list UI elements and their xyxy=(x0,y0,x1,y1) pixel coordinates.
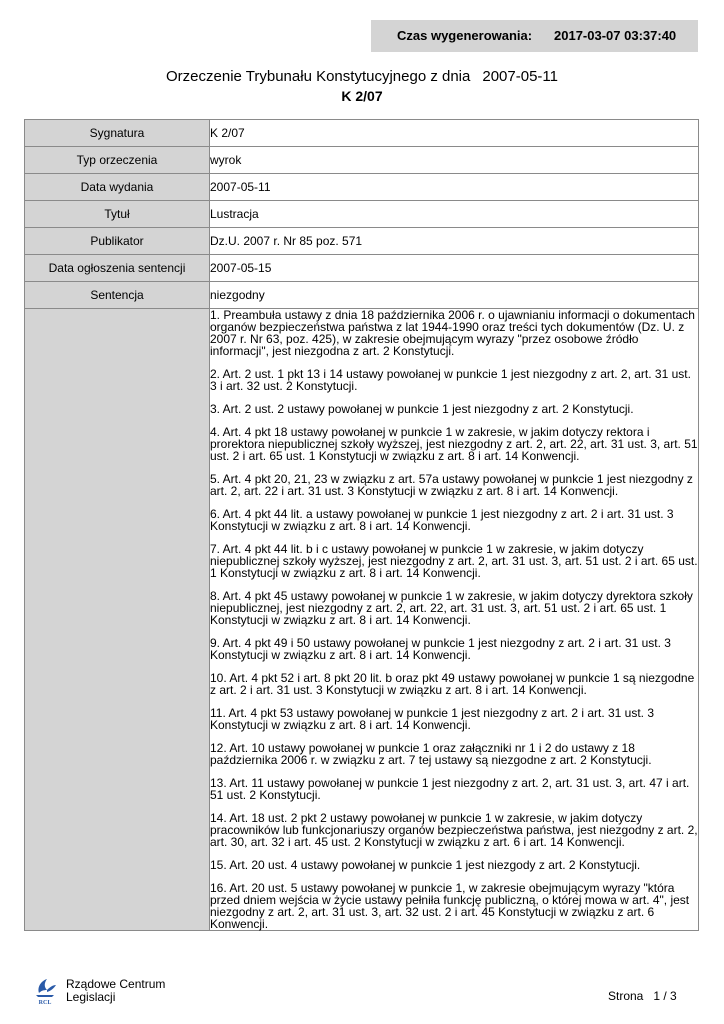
sentencja-paragraph: 8. Art. 4 pkt 45 ustawy powołanej w punkcie 1 w zakresie, w jakim dotyczy dyrektora szkoły niepublicznej, jest niezgodny z art. 2, art. 22, art. 31 ust. 3, art. 51 ust. 2 i art. 65 ust. 1 Konstytucji w związku z art. 8 i art. 14 Konwencji. xyxy=(210,589,693,627)
sentencja-paragraph: 1. Preambuła ustawy z dnia 18 października 2006 r. o ujawnianiu informacji o dokumentach organów bezpieczeństwa państwa z lat 1944-1990 oraz treści tych dokumentów (Dz. U. z 2007 r. Nr 63, poz. 425), w zakresie obejmującym wyrazy "przez osobowe źródło informacji", jest niezgodna z art. 2 Konstytucji. xyxy=(210,308,695,358)
meta-value: Lustracja xyxy=(210,201,699,228)
meta-row xyxy=(25,255,699,282)
document-title xyxy=(0,68,724,85)
meta-row xyxy=(25,201,699,228)
meta-label: Sentencja xyxy=(25,282,210,309)
document-title-date: 2007-05-11 xyxy=(482,68,558,85)
sentencja-paragraph: 11. Art. 4 pkt 53 ustawy powołanej w punkcie 1 jest niezgodny z art. 2 i art. 31 ust. 3 Konstytucji w związku z art. 8 i art. 14 Konwencji. xyxy=(210,706,655,732)
meta-label: Sygnatura xyxy=(25,120,210,147)
page-number: 1 / 3 xyxy=(653,989,677,1003)
meta-value: 2007-05-15 xyxy=(210,255,699,282)
generation-time-label: Czas wygenerowania: xyxy=(397,28,533,43)
meta-value: niezgodny xyxy=(210,282,699,309)
sentencja-paragraph: 9. Art. 4 pkt 49 i 50 ustawy powołanej w punkcie 1 jest niezgodny z art. 2 i art. 31 ust. 3 Konstytucji w związku z art. 8 i art. 14 Konwencji. xyxy=(210,636,671,662)
sentencja-paragraph: 2. Art. 2 ust. 1 pkt 13 i 14 ustawy powołanej w punkcie 1 jest niezgodny z art. 2, art. 31 ust. 3 i art. 32 ust. 2 Konstytucji. xyxy=(210,367,691,393)
sentencja-paragraph: 16. Art. 20 ust. 5 ustawy powołanej w punkcie 1, w zakresie obejmującym wyrazy "która przed dniem wejścia w życie ustawy pełniła funkcję publiczną, o której mowa w art. 4", jest niezgodny z art. 2, art. 31 ust. 3, art. 32 ust. 2 i art. 45 Konstytucji w związku z art. 6 Konwencji. xyxy=(210,881,690,931)
meta-label: Typ orzeczenia xyxy=(25,147,210,174)
sentencja-paragraph: 10. Art. 4 pkt 52 i art. 8 pkt 20 lit. b oraz pkt 49 ustawy powołanej w punkcie 1 są niezgodne z art. 2 i art. 31 ust. 3 Konstytucji w związku z art. 8 i art. 14 Konwencji. xyxy=(210,671,695,697)
meta-row xyxy=(25,228,699,255)
meta-row xyxy=(25,147,699,174)
page-label: Strona xyxy=(608,989,644,1003)
meta-value: K 2/07 xyxy=(210,120,699,147)
sentencja-paragraph: 4. Art. 4 pkt 18 ustawy powołanej w punkcie 1 w zakresie, w jakim dotyczy rektora i prorektora niepublicznej szkoły wyższej, jest niezgodny z art. 2, art. 22, art. 31 ust. 3, art. 51 ust. 2 i art. 65 ust. 1 Konstytucji w związku z art. 8 i art. 14 Konwencji. xyxy=(210,425,698,463)
meta-row xyxy=(25,120,699,147)
sentencja-label-cell xyxy=(25,309,210,931)
generation-time-value: 2017-03-07 03:37:40 xyxy=(554,28,677,43)
sentencja-paragraph: 6. Art. 4 pkt 44 lit. a ustawy powołanej w punkcie 1 jest niezgodny z art. 2 i art. 31 ust. 3 Konstytucji w związku z art. 8 i art. 14 Konwencji. xyxy=(210,507,674,533)
sentencja-paragraph: 5. Art. 4 pkt 20, 21, 23 w związku z art. 57a ustawy powołanej w punkcie 1 jest niezgodny z art. 2, art. 22 i art. 31 ust. 3 Konstytucji w związku z art. 8 i art. 14 Konwencji. xyxy=(210,472,693,498)
sentencja-paragraph: 15. Art. 20 ust. 4 ustawy powołanej w punkcie 1 jest niezgody z art. 2 Konstytucji. xyxy=(210,858,641,872)
case-number: K 2/07 xyxy=(341,88,383,104)
meta-row xyxy=(25,174,699,201)
meta-label: Data wydania xyxy=(25,174,210,201)
generation-time-box xyxy=(371,20,698,52)
svg-text:RCL: RCL xyxy=(38,1000,52,1005)
footer-org-line2: Legislacji xyxy=(66,990,116,1004)
meta-label: Data ogłoszenia sentencji xyxy=(25,255,210,282)
page-indicator xyxy=(608,989,677,1003)
meta-row xyxy=(25,282,699,309)
sentencja-paragraph: 14. Art. 18 ust. 2 pkt 2 ustawy powołanej w punkcie 1 w zakresie, w jakim dotyczy pracowników lub funkcjonariuszy organów bezpieczeństwa państwa, jest niezgodny z art. 2, art. 30, art. 32 i art. 45 ust. 2 Konstytucji w związku z art. 6 i art. 14 Konwencji. xyxy=(210,811,698,849)
sentencja-paragraph: 12. Art. 10 ustawy powołanej w punkcie 1 oraz załączniki nr 1 i 2 do ustawy z 18 października 2006 r. w związku z art. 7 tej ustawy są niezgodne z art. 2 Konstytucji. xyxy=(210,741,652,767)
sentencja-row xyxy=(25,309,699,931)
meta-value: wyrok xyxy=(210,147,699,174)
sentencja-paragraph: 13. Art. 11 ustawy powołanej w punkcie 1 jest niezgodny z art. 2, art. 31 ust. 3, art. 47 i art. 51 ust. 2 Konstytucji. xyxy=(210,776,690,802)
meta-value: Dz.U. 2007 r. Nr 85 poz. 571 xyxy=(210,228,699,255)
meta-label: Publikator xyxy=(25,228,210,255)
ruling-metadata-table xyxy=(24,119,699,931)
meta-value: 2007-05-11 xyxy=(210,174,699,201)
footer-org-line1: Rządowe Centrum xyxy=(66,977,166,991)
sentencja-paragraph: 7. Art. 4 pkt 44 lit. b i c ustawy powołanej w punkcie 1 w zakresie, w jakim dotyczy niepublicznej szkoły wyższej, jest niezgodny z art. 2, art. 31 ust. 3, art. 51 ust. 2 i art. 65 ust. 1 Konstytucji w związku z art. 8 i art. 14 Konwencji. xyxy=(210,542,698,580)
rcl-logo-icon xyxy=(30,975,60,1005)
document-title-text: Orzeczenie Trybunału Konstytucyjnego z dnia xyxy=(166,68,471,85)
meta-label: Tytuł xyxy=(25,201,210,228)
sentencja-paragraph: 3. Art. 2 ust. 2 ustawy powołanej w punkcie 1 jest niezgodny z art. 2 Konstytucji. xyxy=(210,402,634,416)
sentencja-text xyxy=(210,309,699,931)
footer-organization xyxy=(66,978,165,1004)
